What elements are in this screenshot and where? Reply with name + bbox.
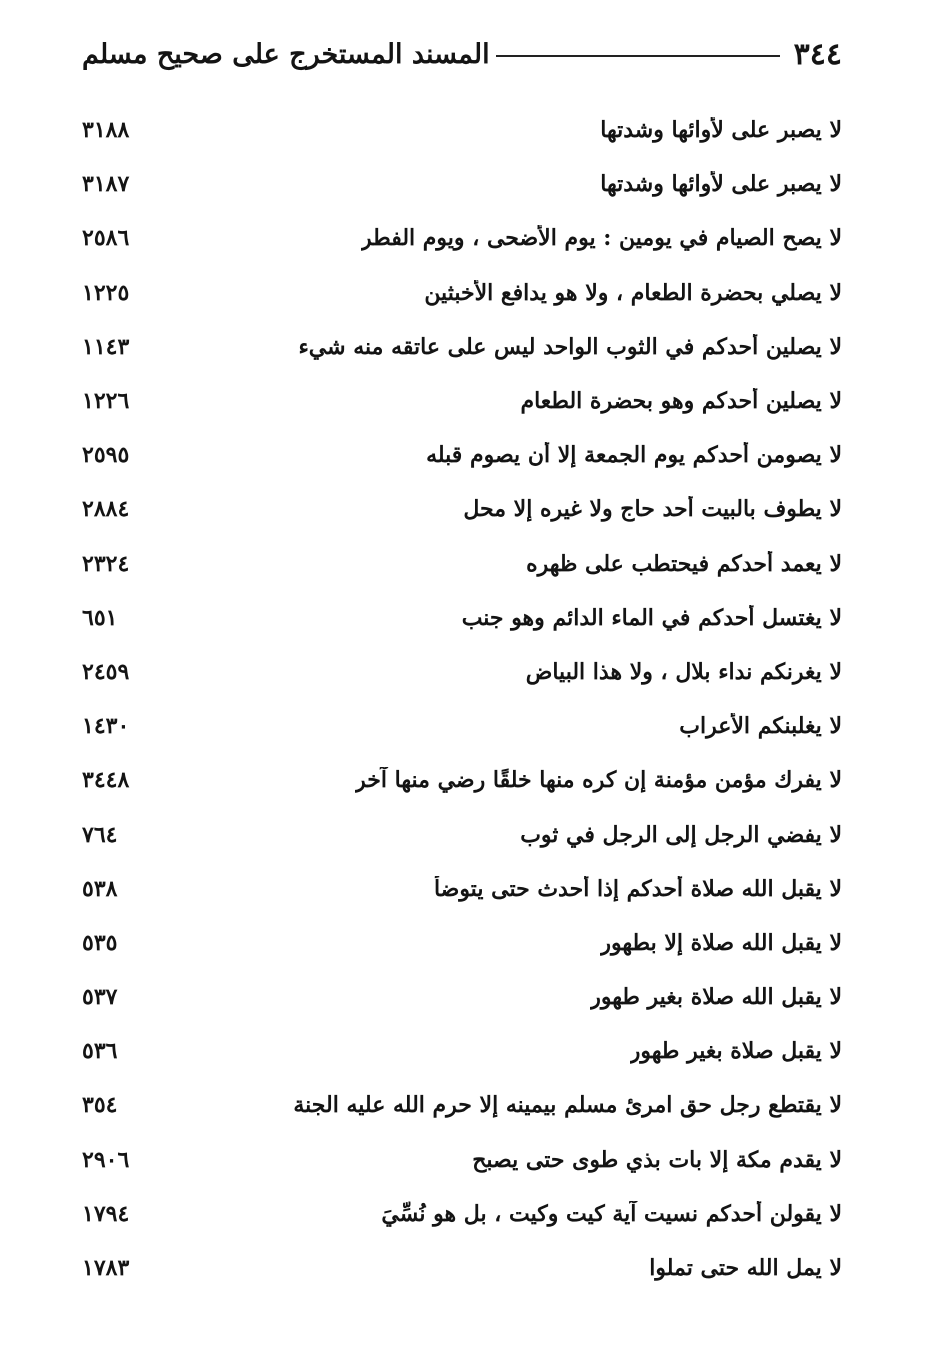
entry-text: لا يصبر على لأوائها وشدتها	[600, 171, 842, 198]
index-entry	[82, 157, 842, 211]
index-entry	[82, 862, 842, 916]
entry-number: ٣٤٤٨	[82, 767, 130, 794]
entry-text: لا يقتطع رجل حق امرئ مسلم بيمينه إلا حرم الله عليه الجنة	[293, 1092, 842, 1119]
entry-number: ٥٣٦	[82, 1038, 118, 1065]
entry-number: ٧٦٤	[82, 821, 118, 848]
page-header	[82, 30, 842, 78]
entry-text: لا يغتسل أحدكم في الماء الدائم وهو جنب	[461, 604, 842, 631]
entry-number: ٢٩٠٦	[82, 1146, 130, 1173]
entry-text: لا يفرك مؤمن مؤمنة إن كره منها خلقًا رضي منها آخر	[355, 767, 842, 794]
entry-text: لا يقبل الله صلاة إلا بطهور	[600, 929, 842, 956]
index-entry	[82, 211, 842, 265]
entry-text: لا يمل الله حتى تملوا	[649, 1255, 842, 1282]
index-entry	[82, 807, 842, 861]
header-rule	[496, 55, 780, 57]
index-entry	[82, 753, 842, 807]
index-entry	[82, 916, 842, 970]
index-entry	[82, 699, 842, 753]
entry-text: لا يقولن أحدكم نسيت آية كيت وكيت ، بل هو نُسِّيَ	[381, 1200, 842, 1227]
entry-number: ٥٣٧	[82, 984, 118, 1011]
index-entry	[82, 1133, 842, 1187]
entry-text: لا يغلبنكم الأعراب	[679, 713, 842, 740]
index-entry	[82, 266, 842, 320]
entry-text: لا يصلين أحدكم في الثوب الواحد ليس على عاتقه منه شيء	[298, 333, 842, 360]
entry-text: لا يقبل صلاة بغير طهور	[629, 1038, 842, 1065]
index-entry	[82, 970, 842, 1024]
book-title: المسند المستخرج على صحيح مسلم	[82, 38, 490, 70]
index-entry	[82, 1078, 842, 1132]
entry-text: لا يصلي بحضرة الطعام ، ولا هو يدافع الأخبثين	[424, 279, 842, 306]
page-number: ٣٤٤	[793, 36, 842, 72]
index-entry	[82, 374, 842, 428]
entry-number: ١٤٣٠	[82, 713, 130, 740]
entry-number: ١٧٩٤	[82, 1200, 130, 1227]
entry-number: ٦٥١	[82, 604, 118, 631]
entry-number: ٣١٨٧	[82, 171, 130, 198]
entry-text: لا يصبر على لأوائها وشدتها	[600, 117, 842, 144]
entry-number: ٢٣٢٤	[82, 550, 130, 577]
index-entry	[82, 645, 842, 699]
index-entry	[82, 428, 842, 482]
entry-number: ١٧٨٣	[82, 1255, 130, 1282]
entry-number: ٢٤٥٩	[82, 658, 130, 685]
entry-text: لا يغرنكم نداء بلال ، ولا هذا البياض	[525, 658, 842, 685]
entry-text: لا يصومن أحدكم يوم الجمعة إلا أن يصوم قبله	[426, 442, 842, 469]
entry-text: لا يفضي الرجل إلى الرجل في ثوب	[520, 821, 842, 848]
entry-text: لا يصح الصيام في يومين : يوم الأضحى ، ويوم الفطر	[361, 225, 842, 252]
entry-number: ١٢٢٦	[82, 388, 130, 415]
entry-text: لا يعمد أحدكم فيحتطب على ظهره	[526, 550, 842, 577]
index-entry	[82, 1241, 842, 1295]
entry-number: ١١٤٣	[82, 333, 130, 360]
entry-text: لا يصلين أحدكم وهو بحضرة الطعام	[520, 388, 842, 415]
index-entry	[82, 103, 842, 157]
entry-number: ٣١٨٨	[82, 117, 130, 144]
entry-text: لا يقبل الله صلاة بغير طهور	[590, 984, 842, 1011]
hadith-index-list	[82, 103, 842, 1295]
entry-number: ٥٣٨	[82, 875, 118, 902]
index-entry	[82, 1187, 842, 1241]
entry-number: ٢٥٨٦	[82, 225, 130, 252]
index-entry	[82, 591, 842, 645]
entry-number: ٥٣٥	[82, 929, 118, 956]
entry-text: لا يقبل الله صلاة أحدكم إذا أحدث حتى يتوضأ	[433, 875, 842, 902]
entry-text: لا يقدم مكة إلا بات بذي طوى حتى يصبح	[472, 1146, 842, 1173]
index-entry	[82, 320, 842, 374]
index-entry	[82, 482, 842, 536]
entry-number: ١٢٢٥	[82, 279, 130, 306]
entry-number: ٢٨٨٤	[82, 496, 130, 523]
entry-text: لا يطوف بالبيت أحد حاج ولا غيره إلا محل	[463, 496, 842, 523]
entry-number: ٢٥٩٥	[82, 442, 130, 469]
index-entry	[82, 1024, 842, 1078]
entry-number: ٣٥٤	[82, 1092, 118, 1119]
index-entry	[82, 537, 842, 591]
